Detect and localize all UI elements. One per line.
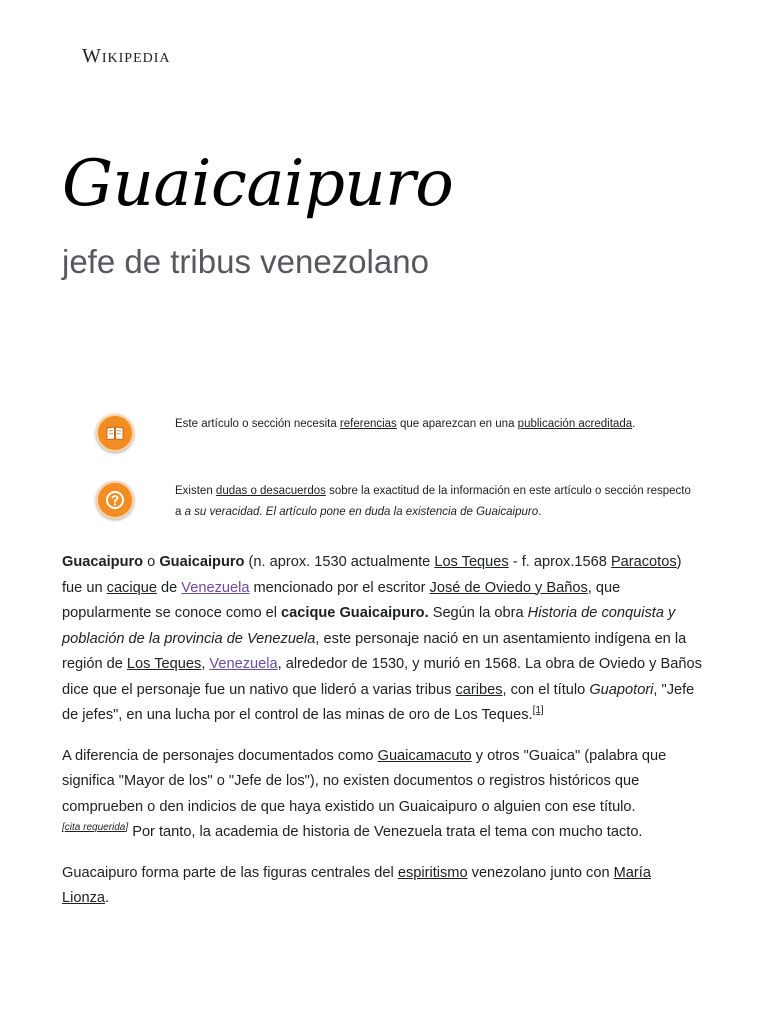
reference-1[interactable]: [1] <box>532 705 544 717</box>
link-paracotos[interactable]: Paracotos <box>610 554 677 570</box>
notice-references-text: Este artículo o sección necesita referencias que aparezcan en una publicación acreditada. <box>175 418 636 430</box>
book-icon <box>96 414 134 452</box>
link-cacique[interactable]: cacique <box>106 579 157 596</box>
link-jose-de-oviedo[interactable]: José de Oviedo y Baños <box>429 579 588 596</box>
link-venezuela[interactable]: Venezuela <box>181 579 250 596</box>
link-publicacion-acreditada[interactable]: publicación acreditada <box>517 418 633 430</box>
link-dudas-desacuerdos[interactable]: dudas o desacuerdos <box>215 485 326 497</box>
link-guaicamacuto[interactable]: Guaicamacuto <box>377 747 472 764</box>
paragraph-espiritismo: Guacaipuro forma parte de las figuras centrales del espiritismo venezolano junto con María Lionza. <box>62 864 651 906</box>
page-title: Guaicaipuro <box>62 147 454 221</box>
paragraph-documentation: A diferencia de personajes documentados como Guaicamacuto y otros "Guaica" (palabra que significa "Mayor de los" o "Jefe de los"), no existen documentos o registros históricos que comprueben o den indicios de que haya existido un Guaicaipuro o alguien con ese título. [cita requerida] Por tanto, la academia de historia de Venezuela trata el tema con mucho tacto. <box>62 747 667 840</box>
page-subtitle: jefe de tribus venezolano <box>62 243 429 280</box>
link-los-teques-2[interactable]: Los Teques <box>126 656 202 672</box>
notice-disputed-text: Existen dudas o desacuerdos sobre la exactitud de la información en este artículo o sección respecto a a su veracidad. El artículo pone en duda la existencia de Guaicaipuro. <box>175 485 691 518</box>
link-cita-requerida[interactable]: cita requerida <box>64 822 126 834</box>
question-icon <box>96 481 134 519</box>
notice-disputed <box>96 481 696 523</box>
link-maria-lionza[interactable]: María Lionza <box>62 864 651 906</box>
link-los-teques[interactable]: Los Teques <box>434 554 509 570</box>
link-espiritismo[interactable]: espiritismo <box>397 864 468 881</box>
article-body <box>62 550 702 927</box>
notice-references <box>96 414 696 452</box>
link-referencias[interactable]: referencias <box>339 418 397 430</box>
wikipedia-logo[interactable]: Wikipedia <box>82 45 171 67</box>
link-venezuela-2[interactable]: Venezuela <box>209 656 278 672</box>
paragraph-intro: Guacaipuro o Guaicaipuro (n. aprox. 1530 actualmente Los Teques - f. aprox.1568 Paracotos) fue un cacique de Venezuela mencionado por el escritor José de Oviedo y Baños, que popularmente se conoce como el cacique Guaicaipuro. Según la obra Historia de conquista y población de la provincia de Venezuela, este personaje nació en un asentamiento indígena en la región de Los Teques, Venezuela, alrededor de 1530, y murió en 1568. La obra de Oviedo y Baños dice que el personaje fue un nativo que lideró a varias tribus caribes, con el título Guapotori, "Jefe de jefes", en una lucha por el control de las minas de oro de Los Teques.[1] <box>62 554 702 723</box>
link-caribes[interactable]: caribes <box>455 681 503 698</box>
